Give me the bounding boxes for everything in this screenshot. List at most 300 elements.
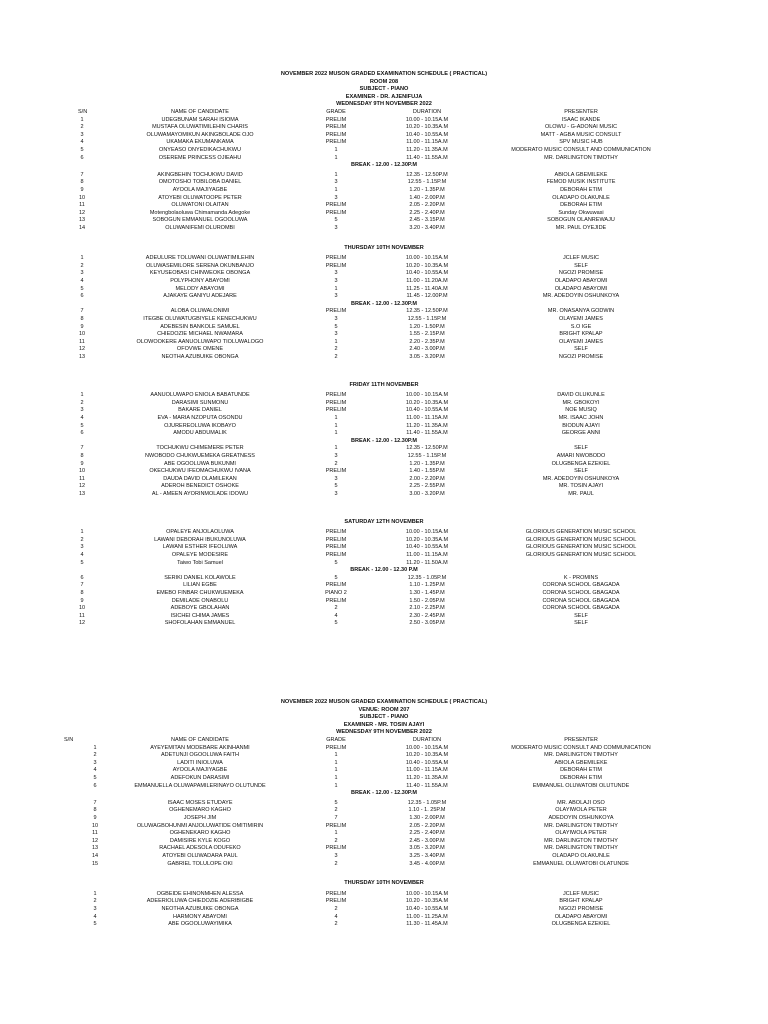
duration: 1.55 - 2.15P.M xyxy=(409,331,445,338)
candidate-name: TOCHUKWU CHIMEMERE PETER xyxy=(156,445,244,452)
serial-number: 12 xyxy=(78,346,86,353)
presenter: NGOZI PROMISE xyxy=(558,354,604,360)
presenter: BRIGHT KPALAP xyxy=(559,331,603,338)
serial-number: 4 xyxy=(80,139,84,146)
presenter: DEBORAH ETIM xyxy=(560,775,602,781)
duration: 10.40 - 10.55A.M xyxy=(405,544,449,551)
candidate-name: NEOTHA AZUBUIKE OBONGA xyxy=(161,354,239,360)
presenter: MR. PAUL OYEJIDE xyxy=(555,225,607,231)
candidate-name: LADITI INIOLUWA xyxy=(177,759,223,766)
grade: 3 xyxy=(334,194,338,201)
grade: PRELIM xyxy=(325,399,347,406)
serial-number: 11 xyxy=(79,475,85,482)
serial-number: 1 xyxy=(80,392,84,399)
table-row xyxy=(0,354,768,362)
serial-number: 3 xyxy=(80,131,84,138)
duration: 12.35 - 12.50P.M xyxy=(406,308,448,315)
candidate-name: ADEERIOLUWA CHIEDOZIE ADERIBIGBE xyxy=(146,898,254,905)
table-row xyxy=(0,823,768,831)
grade: 1 xyxy=(334,775,338,781)
duration: 10.40 - 10.55A.M xyxy=(405,906,449,912)
duration: 2.20 - 2.35P.M xyxy=(409,338,445,345)
candidate-name: ONYEASO ONYEDIKACHUKWU xyxy=(159,147,241,153)
duration: 11.40 - 11.55A.M xyxy=(406,154,448,161)
duration: 10.20 - 10.35A.M xyxy=(405,536,449,543)
serial-number: 6 xyxy=(80,154,84,161)
serial-number: 1 xyxy=(93,744,97,751)
duration: 1.50 - 2.05P.M xyxy=(409,597,445,604)
table-row xyxy=(0,898,768,906)
break-row: BREAK - 12.00 - 12.30P.M xyxy=(351,300,417,307)
schedule-examiner: EXAMINER - MR. TOSIN AJAYI xyxy=(343,721,425,728)
column-duration: DURATION xyxy=(412,737,442,743)
table-row xyxy=(0,324,768,332)
presenter: OLAYIWOLA PETER xyxy=(555,807,607,814)
candidate-name: AKINGBEHIN TOCHUKWU DAVID xyxy=(157,171,243,178)
presenter: SELF xyxy=(574,346,588,353)
presenter: OLADAPO ABAYOMI xyxy=(554,285,608,292)
candidate-name: AJAKAYE GANIYU ADEJARE xyxy=(163,293,237,300)
table-row xyxy=(0,752,768,760)
table-row xyxy=(0,891,768,899)
table-row xyxy=(0,217,768,225)
table-row xyxy=(0,476,768,484)
serial-number: 5 xyxy=(80,422,84,429)
table-row xyxy=(0,745,768,753)
candidate-name: AMODU ABDUMALIK xyxy=(173,430,227,437)
serial-number: 4 xyxy=(80,278,84,284)
duration: 10.20 - 10.35A.M xyxy=(405,752,449,759)
duration: 2.45 - 3.00P.M xyxy=(409,837,445,844)
candidate-name: OJUREREOLUWA IKOBAYO xyxy=(164,422,236,429)
presenter: CORONA SCHOOL GBAGADA xyxy=(542,605,620,612)
duration: 10.00 - 10.15A.M xyxy=(405,116,449,123)
presenter: SELF xyxy=(574,612,588,619)
candidate-name: OLUWASEMILORE SERENA OKUNBANJO xyxy=(146,262,254,269)
presenter: MR. ISAAC JOHN xyxy=(558,415,604,421)
serial-number: 9 xyxy=(80,187,84,193)
presenter: MR. DARLINGTON TIMOTHY xyxy=(544,822,618,829)
table-row xyxy=(0,613,768,621)
duration: 10.40 - 10.55A.M xyxy=(405,407,449,414)
candidate-name: JOSEPH JIM xyxy=(183,815,217,821)
table-row xyxy=(0,853,768,861)
table-row xyxy=(0,286,768,294)
grade: 5 xyxy=(334,483,338,490)
grade: PRELIM xyxy=(325,255,347,262)
table-row xyxy=(0,914,768,922)
schedule-room: VENUE: ROOM 207 xyxy=(358,706,410,713)
table-row xyxy=(0,202,768,210)
serial-number: 3 xyxy=(93,906,97,912)
serial-number: 3 xyxy=(80,270,84,277)
serial-number: 6 xyxy=(80,430,84,437)
candidate-name: LAWANI ESTHER IFEOLUWA xyxy=(162,544,238,551)
grade: 1 xyxy=(334,171,338,178)
grade: PRELIM xyxy=(325,898,347,905)
serial-number: 9 xyxy=(80,597,84,604)
duration: 12.35 - 12.50P.M xyxy=(406,445,448,452)
grade: PRELIM xyxy=(325,131,347,138)
serial-number: 8 xyxy=(80,316,84,322)
table-row xyxy=(0,552,768,560)
table-row xyxy=(0,461,768,469)
candidate-name: AANUOLUWAPO ENIOLA BABATUNDE xyxy=(150,392,250,399)
table-row xyxy=(0,124,768,132)
break-row: BREAK - 12.00 - 12.30P.M xyxy=(351,162,417,169)
table-row xyxy=(0,575,768,583)
candidate-name: OGHENEKARO KAGHO xyxy=(169,830,231,837)
grade: 3 xyxy=(334,270,338,277)
serial-number: 2 xyxy=(93,898,97,905)
grade: 1 xyxy=(334,147,338,153)
grade: 3 xyxy=(334,293,338,300)
table-row xyxy=(0,529,768,537)
duration: 11.40 - 11.55A.M xyxy=(406,782,448,789)
table-row xyxy=(0,400,768,408)
presenter: MR. DARLINGTON TIMOTHY xyxy=(544,154,618,161)
serial-number: 10 xyxy=(78,468,86,475)
candidate-name: DAUDA DAVID OLAMILEKAN xyxy=(163,475,237,482)
column-name: NAME OF CANDIDATE xyxy=(171,737,229,743)
candidate-name: MELODY ABAYOMI xyxy=(175,285,225,292)
candidate-name: ADEFOKUN DARASIMI xyxy=(170,775,230,781)
serial-number: 6 xyxy=(93,782,97,789)
table-row xyxy=(0,468,768,476)
grade: 2 xyxy=(334,921,338,928)
presenter: EMMANUEL OLUWATOBI OLATUNDE xyxy=(533,860,629,867)
candidate-name: OMOTOSHO TOBILOBA DANIEL xyxy=(158,179,242,186)
duration: 2.25 - 2.40P.M xyxy=(409,830,445,837)
duration: 11.40 - 11.55A.M xyxy=(406,430,448,437)
grade: 1 xyxy=(334,759,338,766)
table-row xyxy=(0,210,768,218)
grade: PRELIM xyxy=(325,392,347,399)
presenter: OLADAPO OLAKUNLE xyxy=(552,194,610,201)
presenter: MR. ADEDOYIN OSHUNKOYA xyxy=(542,293,620,300)
table-row xyxy=(0,921,768,929)
presenter: EMMANUEL OLUWATOBI OLUTUNDE xyxy=(532,782,630,789)
presenter: CORONA SCHOOL GBAGADA xyxy=(542,597,620,604)
candidate-name: ADEBESIN BANKOLE SAMUEL xyxy=(160,323,240,330)
presenter: DEBORAH ETIM xyxy=(560,767,602,774)
grade: PRELIM xyxy=(325,744,347,751)
schedule-subject: SUBJECT - PIANO xyxy=(359,714,409,721)
duration: 3.00 - 3.20P.M xyxy=(409,491,445,497)
duration: 1.20 - 1.35P.M xyxy=(409,187,445,193)
presenter: OLUGBENGA EZEKIEL xyxy=(551,460,611,467)
presenter: OLAYIWOLA PETER xyxy=(555,830,607,837)
day-heading: SATURDAY 12TH NOVEMBER xyxy=(344,518,424,525)
grade: 1 xyxy=(334,422,338,429)
presenter: MR. DARLINGTON TIMOTHY xyxy=(544,752,618,759)
candidate-name: OGHENEMARO KAGHO xyxy=(169,807,231,814)
table-row xyxy=(0,582,768,590)
presenter: ADEDOYIN OSHUNKOYA xyxy=(548,815,614,821)
grade: 1 xyxy=(334,445,338,452)
candidate-name: ITEGBE OLUWATUGBIYELE KENECHUKWU xyxy=(143,316,257,322)
serial-number: 12 xyxy=(78,483,86,490)
candidate-name: Taiwo Tobi Samuel xyxy=(177,559,223,566)
presenter: S.O IGE xyxy=(570,323,592,330)
presenter: GLORIOUS GENERATION MUSIC SCHOOL xyxy=(525,536,637,543)
candidate-name: OSEREME PRINCESS OJIEAHU xyxy=(158,154,242,161)
grade: 5 xyxy=(334,620,338,627)
serial-number: 2 xyxy=(80,399,84,406)
table-row xyxy=(0,605,768,613)
presenter: SELF xyxy=(574,468,588,475)
column-sn: S/N xyxy=(64,737,74,743)
table-row xyxy=(0,187,768,195)
presenter: SPV MUSIC HUB xyxy=(559,139,603,146)
duration: 10.00 - 10.15A.M xyxy=(405,890,449,897)
grade: 3 xyxy=(334,225,338,231)
candidate-name: GABRIEL TOLULOPE OKI xyxy=(167,860,233,867)
candidate-name: DAMISIRE KYLE KOGO xyxy=(169,837,231,844)
table-row xyxy=(0,906,768,914)
grade: 3 xyxy=(334,331,338,338)
grade: 2 xyxy=(334,906,338,912)
table-row xyxy=(0,331,768,339)
grade: PRELIM xyxy=(325,468,347,475)
presenter: OLADAPO ABAYOMI xyxy=(554,913,608,920)
table-row xyxy=(0,483,768,491)
serial-number: 5 xyxy=(93,775,97,781)
grade: 4 xyxy=(334,612,338,619)
table-row xyxy=(0,830,768,838)
grade: 1 xyxy=(334,830,338,837)
candidate-name: AYEYEMITAN MODEBARE AKINHANMI xyxy=(150,744,250,751)
table-row xyxy=(0,598,768,606)
serial-number: 13 xyxy=(78,217,86,224)
serial-number: 9 xyxy=(93,815,97,821)
duration: 11.00 - 11.15A.M xyxy=(406,139,448,146)
table-row xyxy=(0,263,768,271)
table-row xyxy=(0,537,768,545)
grade: PRELIM xyxy=(325,529,347,536)
duration: 2.05 - 2.20P.M xyxy=(409,822,445,829)
candidate-name: BAKARE DANIEL xyxy=(178,407,222,414)
table-row xyxy=(0,560,768,568)
serial-number: 1 xyxy=(80,255,84,262)
duration: 2.05 - 2.20P.M xyxy=(409,202,445,209)
duration: 1.40 - 1.55P.M xyxy=(409,468,445,475)
candidate-name: OFOVWE OMENE xyxy=(176,346,224,353)
serial-number: 11 xyxy=(79,338,85,345)
serial-number: 14 xyxy=(78,225,86,231)
grade: PRELIM xyxy=(325,124,347,131)
duration: 11.00 - 11.25A.M xyxy=(406,913,448,920)
duration: 11.00 - 11.20A.M xyxy=(406,278,448,284)
serial-number: 8 xyxy=(80,179,84,186)
presenter: GLORIOUS GENERATION MUSIC SCHOOL xyxy=(525,552,637,558)
table-row xyxy=(0,255,768,263)
table-row xyxy=(0,845,768,853)
table-row xyxy=(0,195,768,203)
table-row xyxy=(0,775,768,783)
presenter: JCLEF MUSIC xyxy=(562,255,600,262)
grade: PRELIM xyxy=(325,544,347,551)
table-row xyxy=(0,407,768,415)
column-duration: DURATION xyxy=(412,109,442,115)
serial-number: 12 xyxy=(78,620,86,627)
presenter: Sunday Okwuwasi xyxy=(558,209,604,216)
column-grade: GRADE xyxy=(326,737,346,743)
candidate-name: SERIKI DANIEL KOLAWOLE xyxy=(164,574,236,581)
grade: 2 xyxy=(334,860,338,867)
grade: PRELIM xyxy=(325,536,347,543)
table-row xyxy=(0,270,768,278)
day-heading: FRIDAY 11TH NOVEMBER xyxy=(349,381,419,388)
serial-number: 7 xyxy=(80,445,84,452)
duration: 11.30 - 11.45A.M xyxy=(406,921,448,928)
serial-number: 8 xyxy=(80,590,84,596)
presenter: DEBORAH ETIM xyxy=(560,202,602,209)
day-heading: THURSDAY 10TH NOVEMBER xyxy=(344,244,424,251)
grade: PRELIM xyxy=(325,407,347,414)
break-row: BREAK - 12.00 - 12.30P.M xyxy=(351,437,417,444)
presenter: MR. ONASANYA GODWIN xyxy=(547,308,615,315)
duration: 11.00 - 11.15A.M xyxy=(406,767,448,774)
duration: 1.20 - 1.50P.M xyxy=(409,323,445,330)
duration: 2.30 - 2.45P.M xyxy=(409,612,445,619)
grade: PRELIM xyxy=(325,308,347,315)
grade: 4 xyxy=(334,913,338,920)
grade: PRELIM xyxy=(325,116,347,123)
grade: 1 xyxy=(334,752,338,759)
grade: PRELIM xyxy=(325,597,347,604)
serial-number: 11 xyxy=(79,202,85,209)
serial-number: 14 xyxy=(91,853,99,859)
column-sn: S/N xyxy=(78,109,88,115)
duration: 3.05 - 3.20P.M xyxy=(409,845,445,852)
table-row xyxy=(0,807,768,815)
duration: 1.30 - 2.00P.M xyxy=(409,815,445,821)
table-row xyxy=(0,838,768,846)
grade: PRELIM xyxy=(325,582,347,589)
candidate-name: UDEGBUNAM SARAH ISIOMA xyxy=(161,116,239,123)
duration: 11.00 - 11.15A.M xyxy=(406,415,448,421)
candidate-name: SHOFOLAHAN EMMANUEL xyxy=(164,620,236,627)
candidate-name: ADEBOYE GBOLAHAN xyxy=(170,605,230,612)
grade: 1 xyxy=(334,285,338,292)
candidate-name: EVA - MARIA NZOPUTA OSONDU xyxy=(157,415,243,421)
candidate-name: DARASIMI SUNMONU xyxy=(171,399,229,406)
candidate-name: ISAAC MOSES ETUDAYE xyxy=(167,799,233,806)
table-row xyxy=(0,225,768,233)
duration: 2.10 - 2.25P.M xyxy=(409,605,445,612)
schedule-title: NOVEMBER 2022 MUSON GRADED EXAMINATION SCHEDULE ( PRACTICAL) xyxy=(280,71,488,77)
grade: PRELIM xyxy=(325,139,347,146)
candidate-name: ADETUNJI OGOOLUWA FAITH xyxy=(160,752,240,759)
presenter: OLAYEMI JAMES xyxy=(559,338,603,345)
presenter: OLADAPO ABAYOMI xyxy=(554,278,608,284)
grade: 3 xyxy=(334,278,338,284)
candidate-name: POLYPHONY ABAYOMI xyxy=(170,278,230,284)
candidate-name: OLUWAMAYOMIKUN AKINGBOLADE OJO xyxy=(146,131,254,138)
serial-number: 6 xyxy=(80,574,84,581)
duration: 10.00 - 10.15A.M xyxy=(405,392,449,399)
serial-number: 10 xyxy=(78,194,86,201)
table-row xyxy=(0,278,768,286)
serial-number: 5 xyxy=(93,921,97,928)
candidate-name: HARMONY ABAYOMI xyxy=(173,913,227,920)
table-row xyxy=(0,767,768,775)
serial-number: 8 xyxy=(80,453,84,459)
grade: 2 xyxy=(334,837,338,844)
duration: 11.00 - 11.15A.M xyxy=(406,552,448,558)
serial-number: 7 xyxy=(80,171,84,178)
duration: 2.25 - 2.40P.M xyxy=(409,209,445,216)
serial-number: 5 xyxy=(80,147,84,153)
grade: PRELIM xyxy=(325,209,347,216)
serial-number: 9 xyxy=(80,460,84,467)
duration: 3.25 - 3.40P.M xyxy=(409,853,445,859)
serial-number: 1 xyxy=(93,890,97,897)
duration: 1.10 - 1.25P.M xyxy=(409,582,445,589)
candidate-name: KEYUSEOBASI CHINWEOKE OBONGA xyxy=(149,270,251,277)
presenter: SELF xyxy=(574,445,588,452)
break-row: BREAK - 12.00 - 12.30P.M xyxy=(351,790,417,797)
grade: 5 xyxy=(334,559,338,566)
candidate-name: ATOYEBI OLUWATOOPE PETER xyxy=(158,194,242,201)
day-heading: WEDNESDAY 9TH NOVEMBER 2022 xyxy=(336,101,432,108)
duration: 10.00 - 10.15A.M xyxy=(405,255,449,262)
duration: 12.35 - 12.50P.M xyxy=(406,171,448,178)
presenter: BRIGHT KPALAP xyxy=(559,898,603,905)
presenter: SELF xyxy=(574,262,588,269)
duration: 1.40 - 2.00P.M xyxy=(409,194,445,201)
table-row xyxy=(0,415,768,423)
duration: 10.20 - 10.35A.M xyxy=(405,399,449,406)
serial-number: 5 xyxy=(80,559,84,566)
serial-number: 3 xyxy=(80,544,84,551)
candidate-name: AYOOLA MAJIYAGBE xyxy=(172,767,228,774)
table-row xyxy=(0,293,768,301)
serial-number: 7 xyxy=(93,799,97,806)
table-row xyxy=(0,346,768,354)
presenter: GLORIOUS GENERATION MUSIC SCHOOL xyxy=(525,529,637,536)
presenter: MR. ABOLAJI OSO xyxy=(557,799,605,806)
presenter: NOE MUSIQ xyxy=(565,407,597,414)
presenter: MR. ADEDOYIN OSHUNKOYA xyxy=(542,475,620,482)
duration: 3.45 - 4.00P.M xyxy=(409,860,445,867)
serial-number: 8 xyxy=(93,807,97,814)
candidate-name: ALOBA OLUWALONIMI xyxy=(170,308,230,315)
table-row xyxy=(0,491,768,499)
candidate-name: EMEBO FINBAR CHUKWUEMEKA xyxy=(156,590,244,596)
presenter: NGOZI PROMISE xyxy=(558,270,604,277)
candidate-name: OPALEYE ANJOLAOLUWA xyxy=(166,529,234,536)
presenter: JCLEF MUSIC xyxy=(562,890,600,897)
candidate-name: ATOYEBI OLUWADARA PAUL xyxy=(162,853,238,859)
presenter: CORONA SCHOOL GBAGADA xyxy=(542,582,620,589)
candidate-name: SOBOGUN EMMANUEL OGOOLUWA xyxy=(152,217,248,224)
serial-number: 2 xyxy=(93,752,97,759)
candidate-name: ADEROH BENEDICT OSHOKE xyxy=(161,483,239,490)
presenter: NGOZI PROMISE xyxy=(558,906,604,912)
candidate-name: OLUWANIFEMI OLUROMBI xyxy=(165,225,235,231)
grade: 3 xyxy=(334,853,338,859)
grade: 3 xyxy=(334,475,338,482)
column-name: NAME OF CANDIDATE xyxy=(171,109,229,115)
presenter: GEORGE ANNI xyxy=(561,430,601,437)
table-row xyxy=(0,800,768,808)
grade: 2 xyxy=(334,460,338,467)
duration: 3.20 - 3.40P.M xyxy=(409,225,445,231)
serial-number: 11 xyxy=(79,612,85,619)
duration: 2.25 - 2.55P.M xyxy=(409,483,445,490)
